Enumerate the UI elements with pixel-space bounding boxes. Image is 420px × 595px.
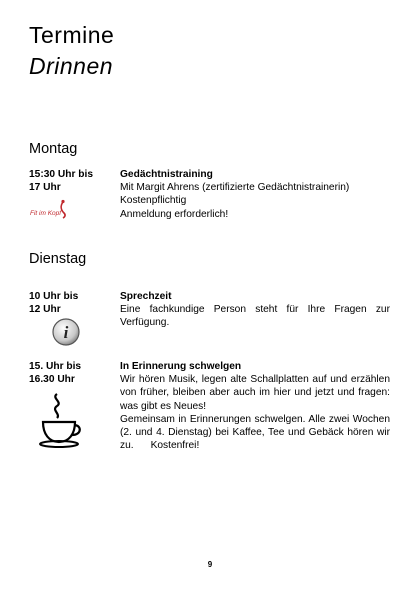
logo-text: Fit im Kopf — [30, 210, 62, 217]
event-erinnerung — [29, 360, 394, 460]
page-title: Termine — [29, 22, 115, 48]
event-time — [29, 360, 119, 386]
event-line: Kostenpflichtig — [120, 195, 187, 207]
event-details — [120, 360, 393, 452]
event-text: Eine fachkundige Person steht für Ihre Fragen zur Verfügung. — [120, 304, 390, 329]
event-time-start: 15. Uhr bis — [29, 361, 82, 372]
event-time-end: 17 Uhr — [29, 182, 61, 194]
event-time — [29, 290, 119, 316]
event-line: Mit Margit Ahrens (zertifizierte Gedächtnistrainerin) — [120, 182, 350, 194]
event-line: Anmeldung erforderlich! — [120, 208, 229, 220]
event-text-2: Gemeinsam in Erinnerungen schwelgen. Alle zwei Wochen (2. und 4. Dienstag) bei Kaffee, Tee und Gebäck hören wir zu. Kostenfrei! — [120, 413, 393, 452]
day-heading-monday: Montag — [29, 141, 78, 157]
fit-im-kopf-logo — [29, 198, 69, 224]
event-details — [120, 290, 390, 330]
event-sprechzeit — [29, 290, 394, 350]
page-number: 9 — [207, 560, 213, 569]
event-title: Sprechzeit — [120, 291, 172, 302]
event-time-end: 12 Uhr — [29, 304, 61, 316]
event-title: In Erinnerung schwelgen — [120, 361, 242, 372]
day-heading-tuesday: Dienstag — [29, 251, 87, 267]
event-time-end: 16.30 Uhr — [29, 374, 75, 386]
coffee-cup-icon — [37, 392, 85, 452]
event-title: Gedächtnistraining — [120, 169, 213, 180]
event-gedaechtnistraining — [29, 168, 394, 228]
event-details — [120, 168, 390, 221]
page-subtitle: Drinnen — [29, 53, 114, 79]
event-time-start: 10 Uhr bis — [29, 291, 79, 302]
svg-text:i: i — [63, 323, 69, 342]
event-time-start: 15:30 Uhr bis — [29, 169, 93, 180]
info-icon — [51, 317, 81, 351]
event-time — [29, 168, 119, 194]
event-text: Wir hören Musik, legen alte Schallplatten auf und erzählen von früher, bleiben aber auch im hier und jetzt und fragen: was gibt es Neues! — [120, 374, 390, 412]
